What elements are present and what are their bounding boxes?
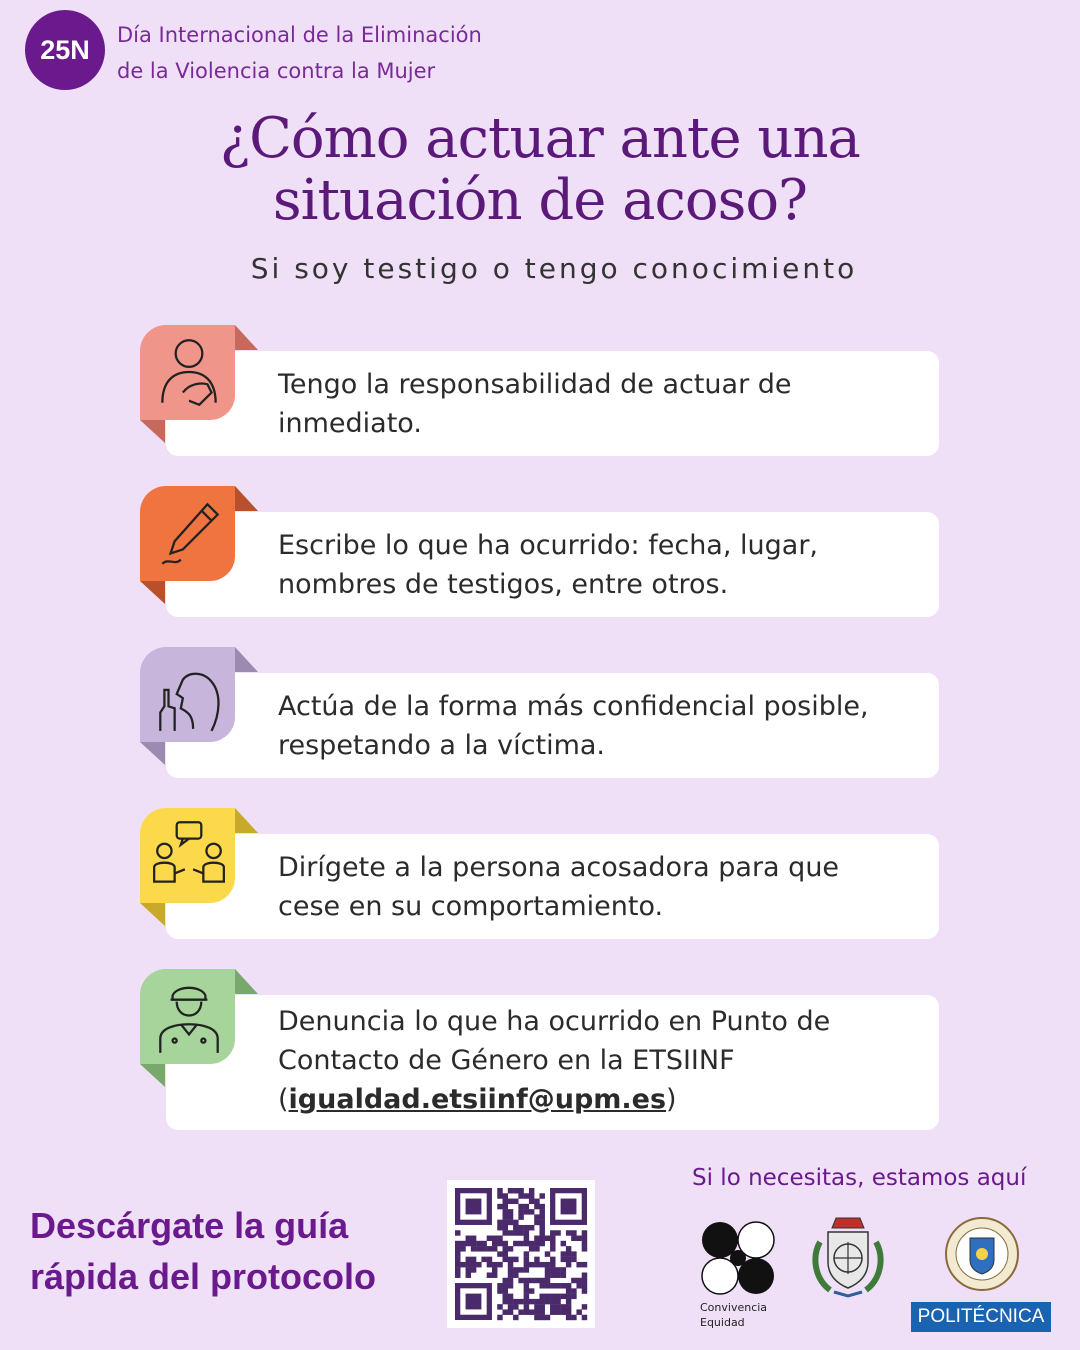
step-card (166, 834, 939, 939)
step-text: Tengo la responsabilidad de actuar de inmediato. (278, 369, 792, 439)
event-name: Día Internacional de la Eliminación de la Violencia contra la Mujer (117, 23, 482, 83)
step-text: Dirígete a la persona acosadora para que cese en su comportamiento. (278, 852, 840, 922)
step-card (166, 995, 939, 1130)
school-crest-logo (806, 1212, 890, 1300)
step-text: Escribe lo que ha ocurrido: fecha, lugar, nombres de testigos, entre otros. (278, 530, 818, 600)
silence-icon (148, 653, 230, 735)
help-label: Si lo necesitas, estamos aquí (692, 1165, 1027, 1191)
officer-icon (148, 975, 230, 1057)
upm-seal-logo (944, 1216, 1020, 1292)
step-4 (140, 808, 940, 943)
qr-code-icon[interactable] (447, 1180, 595, 1328)
convivencia-equidad-label: Convivencia Equidad (700, 1301, 768, 1329)
convivencia-equidad-logo (698, 1218, 778, 1298)
25n-badge: 25N (25, 10, 105, 90)
step-card (166, 351, 939, 456)
page-title: ¿Cómo actuar ante una situación de acoso? (220, 106, 860, 233)
step-card (166, 512, 939, 617)
contact-email-link[interactable]: igualdad.etsiinf@upm.es (288, 1084, 667, 1115)
step-card (166, 673, 939, 778)
qr-code-graphic (447, 1180, 595, 1328)
download-guide-label: Descárgate la guía rápida del protocolo (30, 1205, 377, 1297)
step-text: Actúa de la forma más confidencial posible, respetando a la víctima. (278, 691, 869, 761)
step-5 (140, 969, 940, 1134)
step-1 (140, 325, 940, 460)
hand-on-heart-icon (148, 331, 230, 413)
step-2 (140, 486, 940, 621)
politecnica-label: POLITÉCNICA (911, 1302, 1051, 1332)
step-3 (140, 647, 940, 782)
page-subtitle: Si soy testigo o tengo conocimiento (250, 252, 858, 285)
pencil-icon (148, 492, 230, 574)
step-text: Denuncia lo que ha ocurrido en Punto de Contacto de Género en la ETSIINF (igualdad.etsiinf@upm.es) (278, 1006, 831, 1115)
conversation-icon (148, 814, 230, 896)
